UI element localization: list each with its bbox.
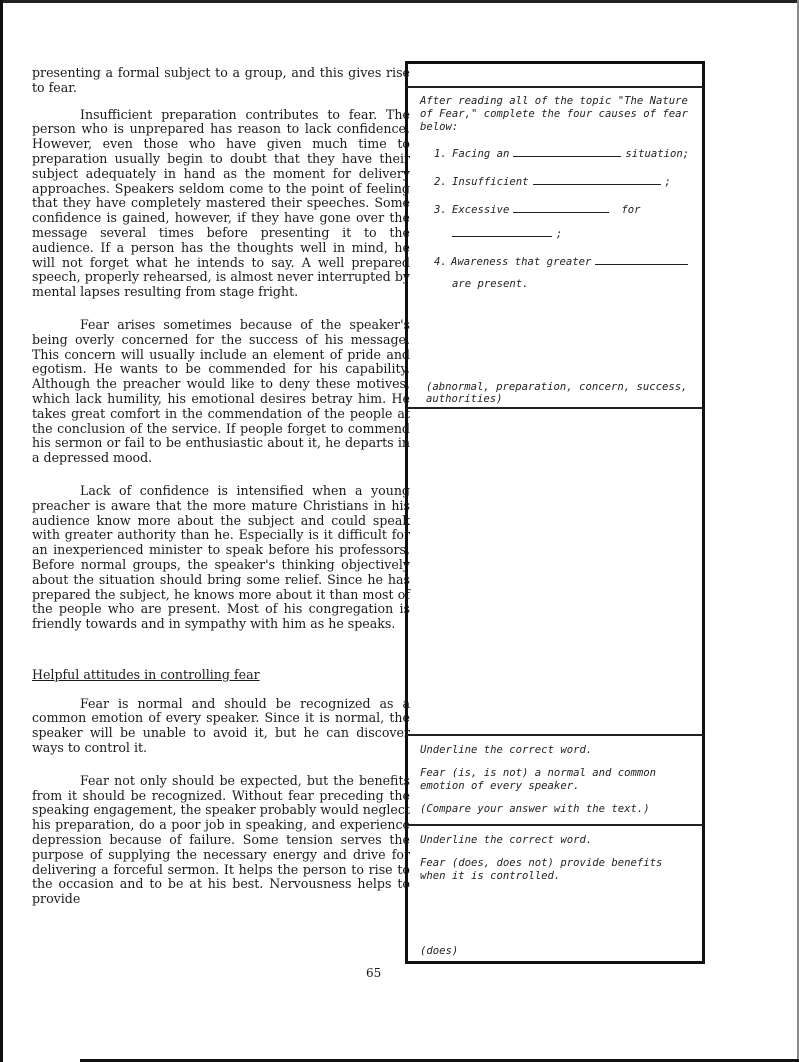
main-text-column <box>32 66 410 925</box>
blank-field-3a[interactable] <box>513 202 609 213</box>
cause-item-1: 1. Facing an situation; <box>434 148 690 160</box>
question: Fear (does, does not) provide benefits when it is controlled. <box>420 857 663 882</box>
workbook-frames <box>405 61 705 964</box>
scan-left-border <box>0 0 3 1062</box>
frame-blank <box>405 409 705 736</box>
instruction: Underline the correct word. <box>420 744 593 756</box>
question: Fear (is, is not) a normal and common emotion of every speaker. <box>420 767 656 792</box>
blank-field-3b[interactable] <box>452 226 552 237</box>
cause-item-3: 3. Excessive for <box>434 204 641 216</box>
cause-item-2: 2. Insufficient ; <box>434 176 671 188</box>
paragraph-overly-concerned: Fear arises sometimes because of the speaker's being overly concerned for the success of his message. This concern will usually include an element of pride and egotism. He wants to be commended for his capability. Although the preacher would like to deny these motives, which lack humility, his emotional desires betray him. He takes great comfort in the commendation of the people at the conclusion of the service. If people forget to commend his sermon or fail to be enthusiastic about it, he departs in a depressed mood. <box>32 316 410 466</box>
frame-causes-of-fear <box>405 88 705 409</box>
frame-fear-benefits-question <box>405 826 705 964</box>
frame-header-box <box>405 61 705 88</box>
paragraph-insufficient-preparation: Insufficient preparation contributes to fear. The person who is unprepared has reason to lack confidence. However, even those who have given much time to preparation usually begin to doubt that they have their subject adequately in hand as the moment for delivery approaches. Speakers seldom come to the point of feeling that they have completely mastered their speeches. Some confidence is gained, however, if they have gone over the message several times before presenting it to the audience. If a person has the thoughts well in mind, he will not forget what he intends to say. A well prepared speech, properly rehearsed, is almost never interrupted by mental lapses resulting from stage fright. <box>32 106 410 300</box>
paragraph-fear-is-normal: Fear is normal and should be recognized as a common emotion of every speaker. Since it is normal, the speaker will be unable to avoid it, but he can discover ways to control it. <box>32 695 410 756</box>
answer-choices: (abnormal, preparation, concern, success, authorities) <box>426 381 688 405</box>
cause-item-4: 4. Awareness that greater <box>434 254 692 269</box>
frame-fear-normal-question <box>405 736 705 826</box>
blank-field-2[interactable] <box>533 174 661 185</box>
cause-item-3-continuation: ; <box>452 226 692 241</box>
compare-note: (Compare your answer with the text.) <box>420 803 650 815</box>
blank-field-1[interactable] <box>513 146 621 157</box>
page-number: 65 <box>366 966 382 980</box>
answer: (does) <box>420 945 459 957</box>
section-heading: Helpful attitudes in controlling fear <box>32 666 260 682</box>
frame-intro: After reading all of the topic "The Nature of Fear," complete the four causes of fear below: <box>420 95 688 133</box>
instruction: Underline the correct word. <box>420 834 593 846</box>
continuation-paragraph: presenting a formal subject to a group, and this gives rise to fear. <box>32 65 410 95</box>
blank-field-4[interactable] <box>595 254 688 265</box>
cause-item-4-continuation: are present. <box>452 278 529 290</box>
paragraph-lack-of-confidence: Lack of confidence is intensified when a young preacher is aware that the more mature Christians in his audience know more about the subject and could speak with greater authority than he. Especially is it difficult for an inexperienced minister to speak before his professors. Before normal groups, the speaker's thinking objectively about the situation should bring some relief. Since he has prepared the subject, he knows more about it than most of the people who are present. Most of his congregation is friendly towards and in sympathy with him as he speaks. <box>32 482 410 632</box>
scan-top-border <box>0 0 799 3</box>
paragraph-fear-benefits: Fear not only should be expected, but the benefits from it should be recognized. Without fear preceding the speaking engagement, the speaker probably would neglect his preparation, do a poor job in speaking, and experience depression because of failure. Some tension serves the purpose of supplying the necessary energy and drive for delivering a forceful sermon. It helps the person to rise to the occasion and to be at his best. Nervousness helps to provide <box>32 772 410 907</box>
